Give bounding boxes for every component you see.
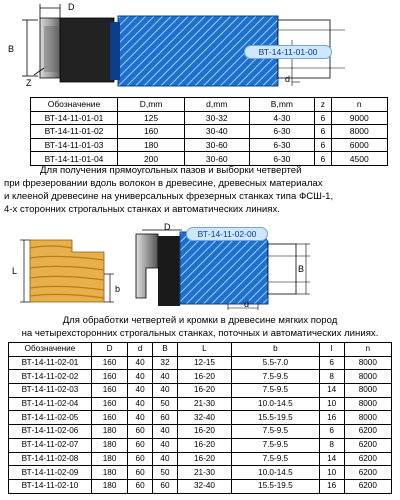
table-cell: 30-60 xyxy=(185,138,249,152)
table-cell: 6000 xyxy=(331,138,387,152)
table-cell: 4-30 xyxy=(249,111,315,125)
dim-label-d-top: D xyxy=(68,2,75,12)
table-cell: 32 xyxy=(153,356,178,370)
text-line: Для обработки четвертей и кромки в древесине мягких пород xyxy=(62,315,338,326)
text-line: и клееной древесине на универсальных фрезерных станках типа ФСШ-1, xyxy=(4,191,334,202)
wood-profile xyxy=(30,240,104,302)
table-cell: ВТ-14-11-02-06 xyxy=(9,425,92,439)
table-cell: 7.5-9.5 xyxy=(232,370,320,384)
dim-label-d-bottom: d xyxy=(244,299,250,309)
col-header: Обозначение xyxy=(31,98,118,112)
col-header: L xyxy=(177,343,231,357)
table-cell: 10 xyxy=(319,466,344,480)
table-cell: 16-20 xyxy=(177,370,231,384)
table-cell: 12-15 xyxy=(177,356,231,370)
table-cell: 10.0-14.5 xyxy=(232,397,320,411)
description-paragraph-2 xyxy=(0,314,400,340)
table-cell: 180 xyxy=(92,452,128,466)
table-cell: 8000 xyxy=(344,384,391,398)
table-cell: ВТ-14-11-02-10 xyxy=(9,479,92,493)
col-header: Обозначение xyxy=(9,343,92,357)
table-cell: 30-40 xyxy=(185,125,249,139)
dim-label-b-right: B xyxy=(298,264,305,274)
table-cell: ВТ-14-11-01-01 xyxy=(31,111,118,125)
col-header: D,mm xyxy=(118,98,185,112)
table-cell: 30-32 xyxy=(185,111,249,125)
col-header: l xyxy=(319,343,344,357)
table-cell: 15.5-19.5 xyxy=(232,411,320,425)
table-cell: 14 xyxy=(319,384,344,398)
dim-label-b-inner: b xyxy=(115,284,121,294)
spec-table-1 xyxy=(30,97,388,166)
table-cell: ВТ-14-11-02-01 xyxy=(9,356,92,370)
table-cell: 10.0-14.5 xyxy=(232,466,320,480)
col-header: d xyxy=(128,343,153,357)
dim-label-d-right: d xyxy=(285,74,291,84)
table-row xyxy=(9,452,392,466)
table-cell: 6200 xyxy=(344,438,391,452)
text-line: при фрезеровании вдоль волокон в древесине, древесных материалах xyxy=(4,178,323,189)
table-cell: 60 xyxy=(153,411,178,425)
table-cell: 16-20 xyxy=(177,452,231,466)
spec-table-2 xyxy=(8,342,392,494)
table-cell: 40 xyxy=(153,384,178,398)
table-cell: 8 xyxy=(319,370,344,384)
table-cell: 60 xyxy=(153,479,178,493)
product-code-badge-2: ВТ-14-11-02-00 xyxy=(186,227,268,241)
table-row xyxy=(9,438,392,452)
table-cell: 7.5-9.5 xyxy=(232,384,320,398)
table-cell: 4500 xyxy=(331,152,387,166)
table-cell: 21-30 xyxy=(177,397,231,411)
table-row xyxy=(9,384,392,398)
table-cell: 6200 xyxy=(344,466,391,480)
table-row xyxy=(9,425,392,439)
table-cell: 60 xyxy=(128,452,153,466)
table-cell: 50 xyxy=(153,397,178,411)
product-code-badge-1: ВТ-14-11-01-00 xyxy=(244,45,332,59)
table-row xyxy=(9,479,392,493)
table-cell: 8000 xyxy=(344,356,391,370)
col-header: B,mm xyxy=(249,98,315,112)
table-cell: 160 xyxy=(92,384,128,398)
table-cell: 40 xyxy=(153,370,178,384)
table-cell: 8 xyxy=(319,438,344,452)
table-cell: 9000 xyxy=(331,111,387,125)
table-cell: 40 xyxy=(128,384,153,398)
table-cell: 14 xyxy=(319,452,344,466)
table-cell: 6-30 xyxy=(249,152,315,166)
dim-label-b-left: B xyxy=(8,44,15,54)
table-cell: 60 xyxy=(128,425,153,439)
table-cell: 180 xyxy=(92,438,128,452)
table-cell: 6 xyxy=(315,125,331,139)
table-cell: 200 xyxy=(118,152,185,166)
table-cell: 40 xyxy=(153,438,178,452)
table-cell: 40 xyxy=(153,425,178,439)
table-cell: 160 xyxy=(92,356,128,370)
text-line: на четырехсторонних строгальных станках, поточных и автоматических линиях. xyxy=(21,328,379,339)
dim-label-l: L xyxy=(12,266,18,276)
text-line: 4-х сторонних строгальных станках и автоматических линиях. xyxy=(4,204,280,215)
table-cell: 40 xyxy=(153,452,178,466)
table-cell: ВТ-14-11-02-05 xyxy=(9,411,92,425)
table-cell: 32-40 xyxy=(177,479,231,493)
table-row xyxy=(9,370,392,384)
table-cell: 40 xyxy=(128,411,153,425)
table-row xyxy=(31,111,388,125)
table-row xyxy=(31,138,388,152)
table-row xyxy=(9,466,392,480)
table-cell: 30-60 xyxy=(185,152,249,166)
table-cell: 15.5-19.5 xyxy=(232,479,320,493)
col-header: n xyxy=(331,98,387,112)
table-cell: ВТ-14-11-01-03 xyxy=(31,138,118,152)
table-cell: 10 xyxy=(319,397,344,411)
table-cell: 180 xyxy=(92,479,128,493)
table-cell: 160 xyxy=(118,125,185,139)
table-cell: ВТ-14-11-01-04 xyxy=(31,152,118,166)
table-cell: 8000 xyxy=(331,125,387,139)
table-cell: 6200 xyxy=(344,425,391,439)
table-cell: 5.5-7.0 xyxy=(232,356,320,370)
col-header: B xyxy=(153,343,178,357)
table-cell: ВТ-14-11-02-08 xyxy=(9,452,92,466)
table-cell: 6-30 xyxy=(249,138,315,152)
table-row xyxy=(9,397,392,411)
table-cell: 6 xyxy=(315,138,331,152)
table-cell: ВТ-14-11-02-07 xyxy=(9,438,92,452)
table-cell: 6 xyxy=(315,152,331,166)
table-cell: 6 xyxy=(319,425,344,439)
table-cell: 125 xyxy=(118,111,185,125)
table-cell: 6200 xyxy=(344,479,391,493)
table-cell: ВТ-14-11-01-02 xyxy=(31,125,118,139)
table-cell: 16-20 xyxy=(177,384,231,398)
table-cell: 8000 xyxy=(344,370,391,384)
col-header: b xyxy=(232,343,320,357)
table-cell: 7.5-9.5 xyxy=(232,438,320,452)
table-header-row xyxy=(31,98,388,112)
table-cell: 6 xyxy=(319,356,344,370)
table-cell: 7.5-9.5 xyxy=(232,425,320,439)
dim-label-z: Z xyxy=(26,78,32,88)
table-cell: 8000 xyxy=(344,411,391,425)
table-cell: 180 xyxy=(92,466,128,480)
table-cell: 16-20 xyxy=(177,425,231,439)
table-cell: 40 xyxy=(128,397,153,411)
table-cell: 180 xyxy=(92,425,128,439)
description-paragraph-1 xyxy=(4,164,400,216)
table-cell: 7.5-9.5 xyxy=(232,452,320,466)
table-cell: 180 xyxy=(118,138,185,152)
col-header: n xyxy=(344,343,391,357)
table-cell: ВТ-14-11-02-02 xyxy=(9,370,92,384)
col-header: D xyxy=(92,343,128,357)
table-cell: 16 xyxy=(319,479,344,493)
cutter-diagram-1 xyxy=(0,0,400,96)
table-row xyxy=(31,125,388,139)
table-cell: 8000 xyxy=(344,397,391,411)
dim-label-d-top: D xyxy=(164,222,171,232)
table-cell: 40 xyxy=(128,370,153,384)
table-cell: 60 xyxy=(128,438,153,452)
table-cell: 40 xyxy=(128,356,153,370)
table-cell: 6200 xyxy=(344,452,391,466)
table-cell: 50 xyxy=(153,466,178,480)
col-header: z xyxy=(315,98,331,112)
table-cell: 6-30 xyxy=(249,125,315,139)
table-cell: 16 xyxy=(319,411,344,425)
text-line: Для получения прямоугольных пазов и выборки четвертей xyxy=(40,165,302,176)
table-header-row xyxy=(9,343,392,357)
table-cell: 60 xyxy=(128,479,153,493)
table-cell: 6 xyxy=(315,111,331,125)
table-cell: 32-40 xyxy=(177,411,231,425)
table-cell: 160 xyxy=(92,370,128,384)
table-cell: 16-20 xyxy=(177,438,231,452)
table-cell: 160 xyxy=(92,411,128,425)
table-row xyxy=(9,356,392,370)
table-cell: 21-30 xyxy=(177,466,231,480)
table-cell: 60 xyxy=(128,466,153,480)
table-cell: ВТ-14-11-02-09 xyxy=(9,466,92,480)
table-cell: ВТ-14-11-02-04 xyxy=(9,397,92,411)
table-row xyxy=(9,411,392,425)
table-cell: 160 xyxy=(92,397,128,411)
table-cell: ВТ-14-11-02-03 xyxy=(9,384,92,398)
col-header: d,mm xyxy=(185,98,249,112)
